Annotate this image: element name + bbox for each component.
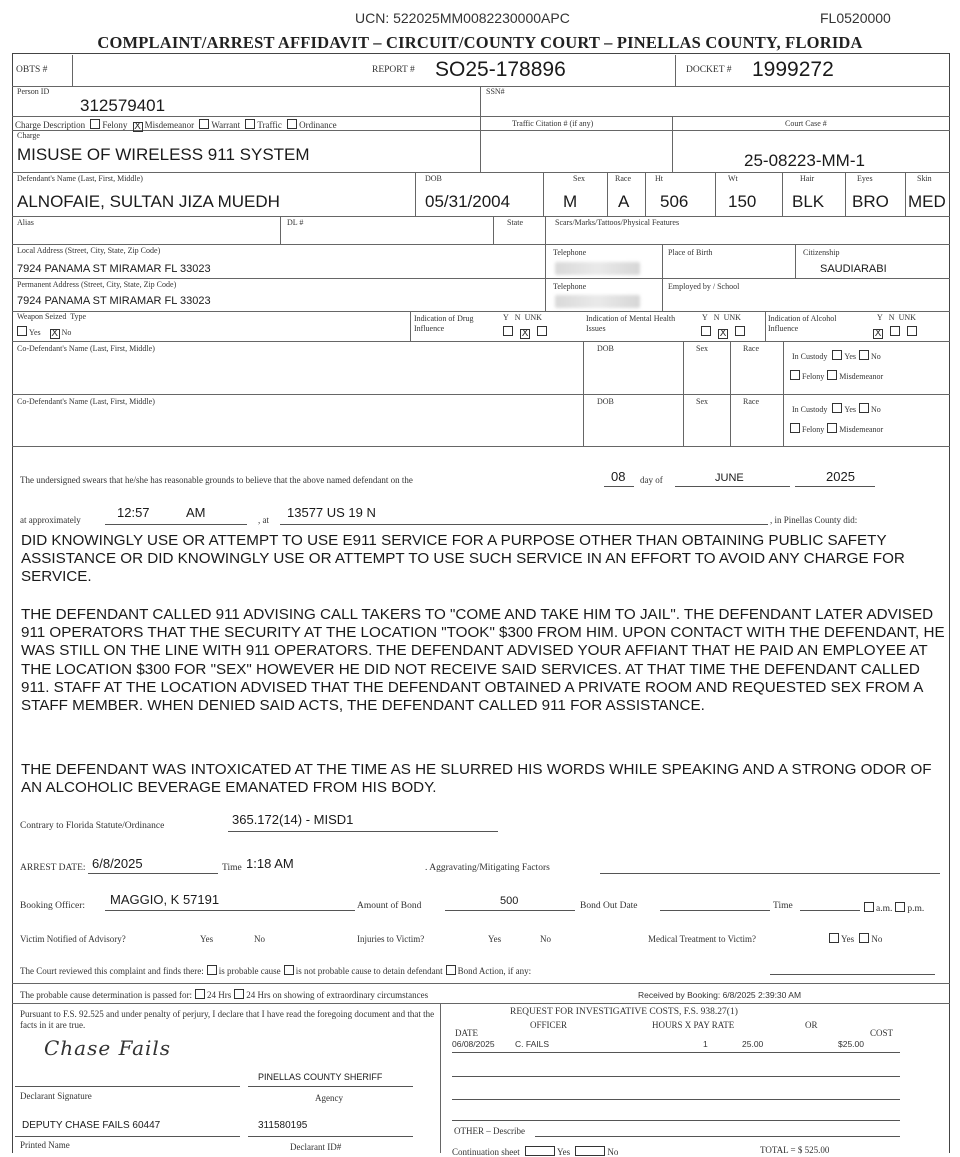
redacted-telephone-2 bbox=[555, 295, 640, 308]
contrary-statute-label: Contrary to Florida Statute/Ordinance bbox=[20, 821, 165, 831]
citizenship-label: Citizenship bbox=[803, 248, 840, 257]
declarant-id-label: Declarant ID# bbox=[290, 1142, 342, 1152]
report-label: REPORT # bbox=[372, 65, 415, 75]
month-value: JUNE bbox=[715, 472, 744, 484]
co-felony-checkbox-2[interactable] bbox=[790, 423, 800, 433]
aggravating-label: . Aggravating/Mitigating Factors bbox=[425, 863, 550, 873]
drug-influence-label: Indication of Drug Influence bbox=[414, 314, 474, 333]
custody-yes-checkbox-1[interactable] bbox=[832, 350, 842, 360]
charge-label: Charge bbox=[17, 131, 40, 140]
declarant-id-value: 311580195 bbox=[258, 1120, 308, 1131]
dl-label: DL # bbox=[287, 218, 304, 227]
report-number: SO25-178896 bbox=[435, 58, 566, 81]
ampm-value: AM bbox=[186, 505, 206, 520]
race-label: Race bbox=[615, 174, 631, 183]
injuries-yes[interactable]: Yes bbox=[488, 934, 502, 944]
alcohol-ynu-header: Y N UNK bbox=[877, 313, 916, 322]
victim-notified-no[interactable]: No bbox=[254, 934, 265, 944]
co-defendant-label-2: Co-Defendant's Name (Last, First, Middle) bbox=[17, 397, 155, 406]
drug-ynu-header: Y N UNK bbox=[503, 313, 542, 322]
cost-date: 06/08/2025 bbox=[452, 1039, 495, 1049]
in-custody-1: In Custody Yes No bbox=[792, 352, 881, 361]
warrant-checkbox[interactable] bbox=[199, 119, 209, 129]
weapon-no-checkbox[interactable]: X bbox=[51, 328, 59, 339]
injuries-label: Injuries to Victim? bbox=[357, 934, 425, 944]
probable-cause-checkbox[interactable] bbox=[207, 965, 217, 975]
traffic-checkbox[interactable] bbox=[245, 119, 255, 129]
bond-value: 500 bbox=[500, 895, 519, 907]
bond-time-label: Time bbox=[773, 901, 793, 911]
alcohol-y-checkbox[interactable]: X bbox=[874, 328, 882, 339]
custody-yes-checkbox-2[interactable] bbox=[832, 403, 842, 413]
medical-options: Yes No bbox=[826, 933, 882, 944]
ampm-boxes: a.m. p.m. bbox=[861, 902, 924, 915]
victim-notified-yes[interactable]: Yes bbox=[200, 934, 214, 944]
weight-value: 150 bbox=[728, 192, 757, 211]
hrs24-extra-checkbox[interactable] bbox=[234, 989, 244, 999]
pm-checkbox[interactable] bbox=[895, 902, 905, 912]
pinellas-county-label: , in Pinellas County did: bbox=[770, 515, 858, 525]
citizenship-value: SAUDIARABI bbox=[820, 263, 887, 275]
weapon-seized-label: Weapon Seized Type bbox=[17, 312, 87, 321]
location-value: 13577 US 19 N bbox=[287, 505, 376, 520]
drug-unk-checkbox[interactable] bbox=[537, 326, 547, 336]
co-misd-checkbox-1[interactable] bbox=[827, 370, 837, 380]
weapon-seized-options: Yes X No bbox=[14, 326, 71, 339]
narrative-paragraph-2: THE DEFENDANT CALLED 911 ADVISING CALL TAKERS TO "COME AND TAKE HIM TO JAIL". THE DEFENDANT LATER ADVISED 911 OPERATORS THAT THE SECURITY AT THE LOCATION "TOOK" $300 FROM HIM. UPON CONTACT WITH THE DEFENDANT, HE WAS STILL ON THE LINE WITH 911 OPERATORS. THE DEFENDANT ADVISED YOUR AFFIANT THAT HE PAID AN EMPLOYEE AT THE LOCATION $300 FOR "SEX" HOWEVER HE DID NOT RECEIVE SAID SERVICES. AT THAT TIME THE DEFENDANT CALLED 911. STAFF AT THE LOCATION ADVISED THAT THE DEFENDANT OBTAINED A PRIVATE ROOM AND REQUESTED SEX FROM A STAFF MEMBER. WHEN DENIED SAID ACTS, THE DEFENDANT CALLED 911 FOR ASSISTANCE. bbox=[21, 606, 945, 715]
redacted-telephone bbox=[555, 262, 640, 275]
total-cost: TOTAL = $ 525.00 bbox=[760, 1145, 830, 1155]
form-number: FL0520000 bbox=[820, 10, 891, 26]
docket-number: 1999272 bbox=[752, 58, 834, 81]
sex-label: Sex bbox=[573, 174, 585, 183]
docket-label: DOCKET # bbox=[686, 65, 732, 75]
col-officer: OFFICER bbox=[530, 1020, 568, 1030]
continuation-no-box[interactable] bbox=[575, 1146, 605, 1156]
received-by-booking: Received by Booking: 6/8/2025 2:39:30 AM bbox=[638, 990, 802, 1000]
ucn: UCN: 522025MM0082230000APC bbox=[355, 10, 570, 26]
mental-n-checkbox[interactable]: X bbox=[719, 328, 727, 339]
statute-value: 365.172(14) - MISD1 bbox=[232, 812, 354, 827]
permanent-address-label: Permanent Address (Street, City, State, Zip Code) bbox=[17, 280, 177, 289]
permanent-address: 7924 PANAMA ST MIRAMAR FL 33023 bbox=[17, 295, 211, 307]
booking-officer-value: MAGGIO, K 57191 bbox=[110, 892, 220, 907]
bond-out-date-label: Bond Out Date bbox=[580, 901, 638, 911]
scars-label: Scars/Marks/Tattoos/Physical Features bbox=[555, 218, 680, 227]
swear-text: The undersigned swears that he/she has reasonable grounds to believe that the above named defendant on the bbox=[20, 475, 413, 485]
court-case-label: Court Case # bbox=[785, 119, 827, 128]
person-id-label: Person ID bbox=[17, 87, 50, 96]
injuries-no[interactable]: No bbox=[540, 934, 551, 944]
printed-name-value: DEPUTY CHASE FAILS 60447 bbox=[22, 1120, 161, 1131]
determination-row: The probable cause determination is passed for: 24 Hrs 24 Hrs on showing of extraordinary circumstances bbox=[20, 990, 429, 1000]
dob-label: DOB bbox=[425, 174, 442, 183]
co-sex-label-1: Sex bbox=[696, 344, 708, 353]
co-defendant-label-1: Co-Defendant's Name (Last, First, Middle) bbox=[17, 344, 155, 353]
custody-no-checkbox-1[interactable] bbox=[859, 350, 869, 360]
co-sex-label-2: Sex bbox=[696, 397, 708, 406]
victim-notified-label: Victim Notified of Advisory? bbox=[20, 934, 126, 944]
custody-no-checkbox-2[interactable] bbox=[859, 403, 869, 413]
bond-action-checkbox[interactable] bbox=[446, 965, 456, 975]
weight-label: Wt bbox=[728, 174, 738, 183]
local-address: 7924 PANAMA ST MIRAMAR FL 33023 bbox=[17, 263, 211, 275]
form-frame bbox=[12, 53, 950, 1153]
traffic-citation-label: Traffic Citation # (if any) bbox=[512, 119, 594, 128]
time-value: 12:57 bbox=[117, 505, 150, 520]
court-case-number: 25-08223-MM-1 bbox=[744, 151, 865, 170]
cost-officer: C. FAILS bbox=[515, 1039, 550, 1049]
obts-label: OBTS # bbox=[16, 65, 48, 75]
co-misd-checkbox-2[interactable] bbox=[827, 423, 837, 433]
form-title: COMPLAINT/ARREST AFFIDAVIT – CIRCUIT/COUNTY COURT – PINELLAS COUNTY, FLORIDA bbox=[97, 33, 863, 52]
local-address-label: Local Address (Street, City, State, Zip Code) bbox=[17, 246, 161, 255]
narrative-paragraph-1: DID KNOWINGLY USE OR ATTEMPT TO USE E911 SERVICE FOR A PURPOSE OTHER THAN OBTAINING PUBLIC SAFETY ASSISTANCE OR DID KNOWINGLY USE OR ATTEMPT TO USE SUCH SERVICE IN AN EFFORT TO AVOID ANY CHARGE FOR SERVICE. bbox=[21, 532, 905, 586]
declarant-signature-label: Declarant Signature bbox=[20, 1091, 92, 1101]
col-hours-rate: HOURS X PAY RATE bbox=[652, 1020, 735, 1030]
mental-health-label: Indication of Mental Health Issues bbox=[586, 314, 676, 333]
at-approximately-label: at approximately bbox=[20, 515, 81, 525]
day-of-label: day of bbox=[640, 475, 663, 485]
court-reviewed-row: The Court reviewed this complaint and finds there: is probable cause is not probable cause to detain defendant Bond Action, if any: bbox=[20, 966, 532, 976]
mental-y-checkbox[interactable] bbox=[701, 326, 711, 336]
misdemeanor-checkbox[interactable]: X bbox=[134, 121, 142, 132]
medical-no-checkbox[interactable] bbox=[859, 933, 869, 943]
employed-label: Employed by / School bbox=[668, 282, 740, 291]
agency-value: PINELLAS COUNTY SHERIFF bbox=[258, 1072, 383, 1082]
ordinance-checkbox[interactable] bbox=[287, 119, 297, 129]
hair-label: Hair bbox=[800, 174, 815, 183]
co-charge-type-1: Felony Misdemeanor bbox=[787, 370, 883, 381]
drug-n-checkbox[interactable]: X bbox=[521, 328, 529, 339]
arrest-date-value: 6/8/2025 bbox=[92, 856, 143, 871]
cost-hours: 1 bbox=[703, 1039, 708, 1049]
continuation-yes-box[interactable] bbox=[525, 1146, 555, 1156]
narrative-paragraph-3: THE DEFENDANT WAS INTOXICATED AT THE TIME AS HE SLURRED HIS WORDS WHILE SPEAKING AND A STRONG ODOR OF AN ALCOHOLIC BEVERAGE EMANATED FROM HIS BODY. bbox=[21, 761, 932, 797]
charge-value: MISUSE OF WIRELESS 911 SYSTEM bbox=[17, 145, 310, 164]
printed-name-label: Printed Name bbox=[20, 1140, 70, 1150]
co-charge-type-2: Felony Misdemeanor bbox=[787, 423, 883, 434]
drug-y-checkbox[interactable] bbox=[503, 326, 513, 336]
investigative-costs-title: REQUEST FOR INVESTIGATIVE COSTS, F.S. 938.27(1) bbox=[510, 1007, 738, 1017]
agency-label: Agency bbox=[315, 1093, 343, 1103]
hair-value: BLK bbox=[792, 192, 825, 211]
defendant-name-label: Defendant's Name (Last, First, Middle) bbox=[17, 174, 143, 183]
co-race-label-1: Race bbox=[743, 344, 759, 353]
felony-checkbox[interactable] bbox=[90, 119, 100, 129]
co-dob-label-2: DOB bbox=[597, 397, 614, 406]
race-value: A bbox=[618, 192, 630, 211]
charge-description: Charge Description Felony X Misdemeanor Warrant Traffic Ordinance bbox=[15, 120, 337, 132]
skin-value: MED bbox=[908, 192, 946, 211]
defendant-name: ALNOFAIE, SULTAN JIZA MUEDH bbox=[17, 192, 280, 211]
skin-label: Skin bbox=[917, 174, 932, 183]
ssn-label: SSN# bbox=[486, 87, 505, 96]
alcohol-influence-boxes bbox=[870, 326, 919, 339]
col-or: OR bbox=[805, 1020, 818, 1030]
eyes-value: BRO bbox=[852, 192, 889, 211]
place-of-birth-label: Place of Birth bbox=[668, 248, 713, 257]
at-label: , at bbox=[258, 515, 269, 525]
alcohol-n-checkbox[interactable] bbox=[890, 326, 900, 336]
perjury-statement: Pursuant to F.S. 92.525 and under penalty of perjury, I declare that I have read the foregoing document and that the facts in it are true. bbox=[20, 1009, 435, 1030]
cost-rate: 25.00 bbox=[742, 1039, 764, 1049]
co-race-label-2: Race bbox=[743, 397, 759, 406]
booking-officer-label: Booking Officer: bbox=[20, 901, 85, 911]
telephone-label: Telephone bbox=[553, 248, 587, 257]
continuation-sheet-row: Continuation sheet Yes No bbox=[452, 1147, 619, 1157]
state-label: State bbox=[507, 218, 523, 227]
co-felony-checkbox-1[interactable] bbox=[790, 370, 800, 380]
col-cost: COST bbox=[870, 1028, 894, 1038]
medical-label: Medical Treatment to Victim? bbox=[648, 934, 757, 944]
height-label: Ht bbox=[655, 174, 663, 183]
declarant-signature: Chase Fails bbox=[44, 1036, 172, 1060]
arrest-time-value: 1:18 AM bbox=[246, 856, 294, 871]
hrs24-checkbox[interactable] bbox=[195, 989, 205, 999]
drug-influence-boxes bbox=[500, 326, 549, 339]
day-value: 08 bbox=[611, 469, 626, 484]
mental-health-boxes bbox=[698, 326, 747, 339]
mental-unk-checkbox[interactable] bbox=[735, 326, 745, 336]
year-value: 2025 bbox=[826, 469, 855, 484]
col-date: DATE bbox=[455, 1028, 478, 1038]
amount-of-bond-label: Amount of Bond bbox=[357, 901, 422, 911]
arrest-time-label: Time bbox=[222, 863, 242, 873]
arrest-date-label: ARREST DATE: bbox=[20, 863, 86, 873]
alias-label: Alias bbox=[17, 218, 34, 227]
person-id: 312579401 bbox=[80, 96, 166, 115]
medical-yes-checkbox[interactable] bbox=[829, 933, 839, 943]
telephone-label-2: Telephone bbox=[553, 282, 587, 291]
in-custody-2: In Custody Yes No bbox=[792, 405, 881, 414]
alcohol-unk-checkbox[interactable] bbox=[907, 326, 917, 336]
not-probable-checkbox[interactable] bbox=[284, 965, 294, 975]
eyes-label: Eyes bbox=[857, 174, 873, 183]
height-value: 506 bbox=[660, 192, 689, 211]
other-describe-label: OTHER – Describe bbox=[454, 1126, 525, 1136]
alcohol-influence-label: Indication of Alcohol Influence bbox=[768, 314, 837, 333]
sex-value: M bbox=[563, 192, 578, 211]
cost-amount: $25.00 bbox=[838, 1039, 864, 1049]
dob-value: 05/31/2004 bbox=[425, 192, 511, 211]
weapon-yes-checkbox[interactable] bbox=[17, 326, 27, 336]
mental-ynu-header: Y N UNK bbox=[702, 313, 741, 322]
co-dob-label-1: DOB bbox=[597, 344, 614, 353]
am-checkbox[interactable] bbox=[864, 902, 874, 912]
